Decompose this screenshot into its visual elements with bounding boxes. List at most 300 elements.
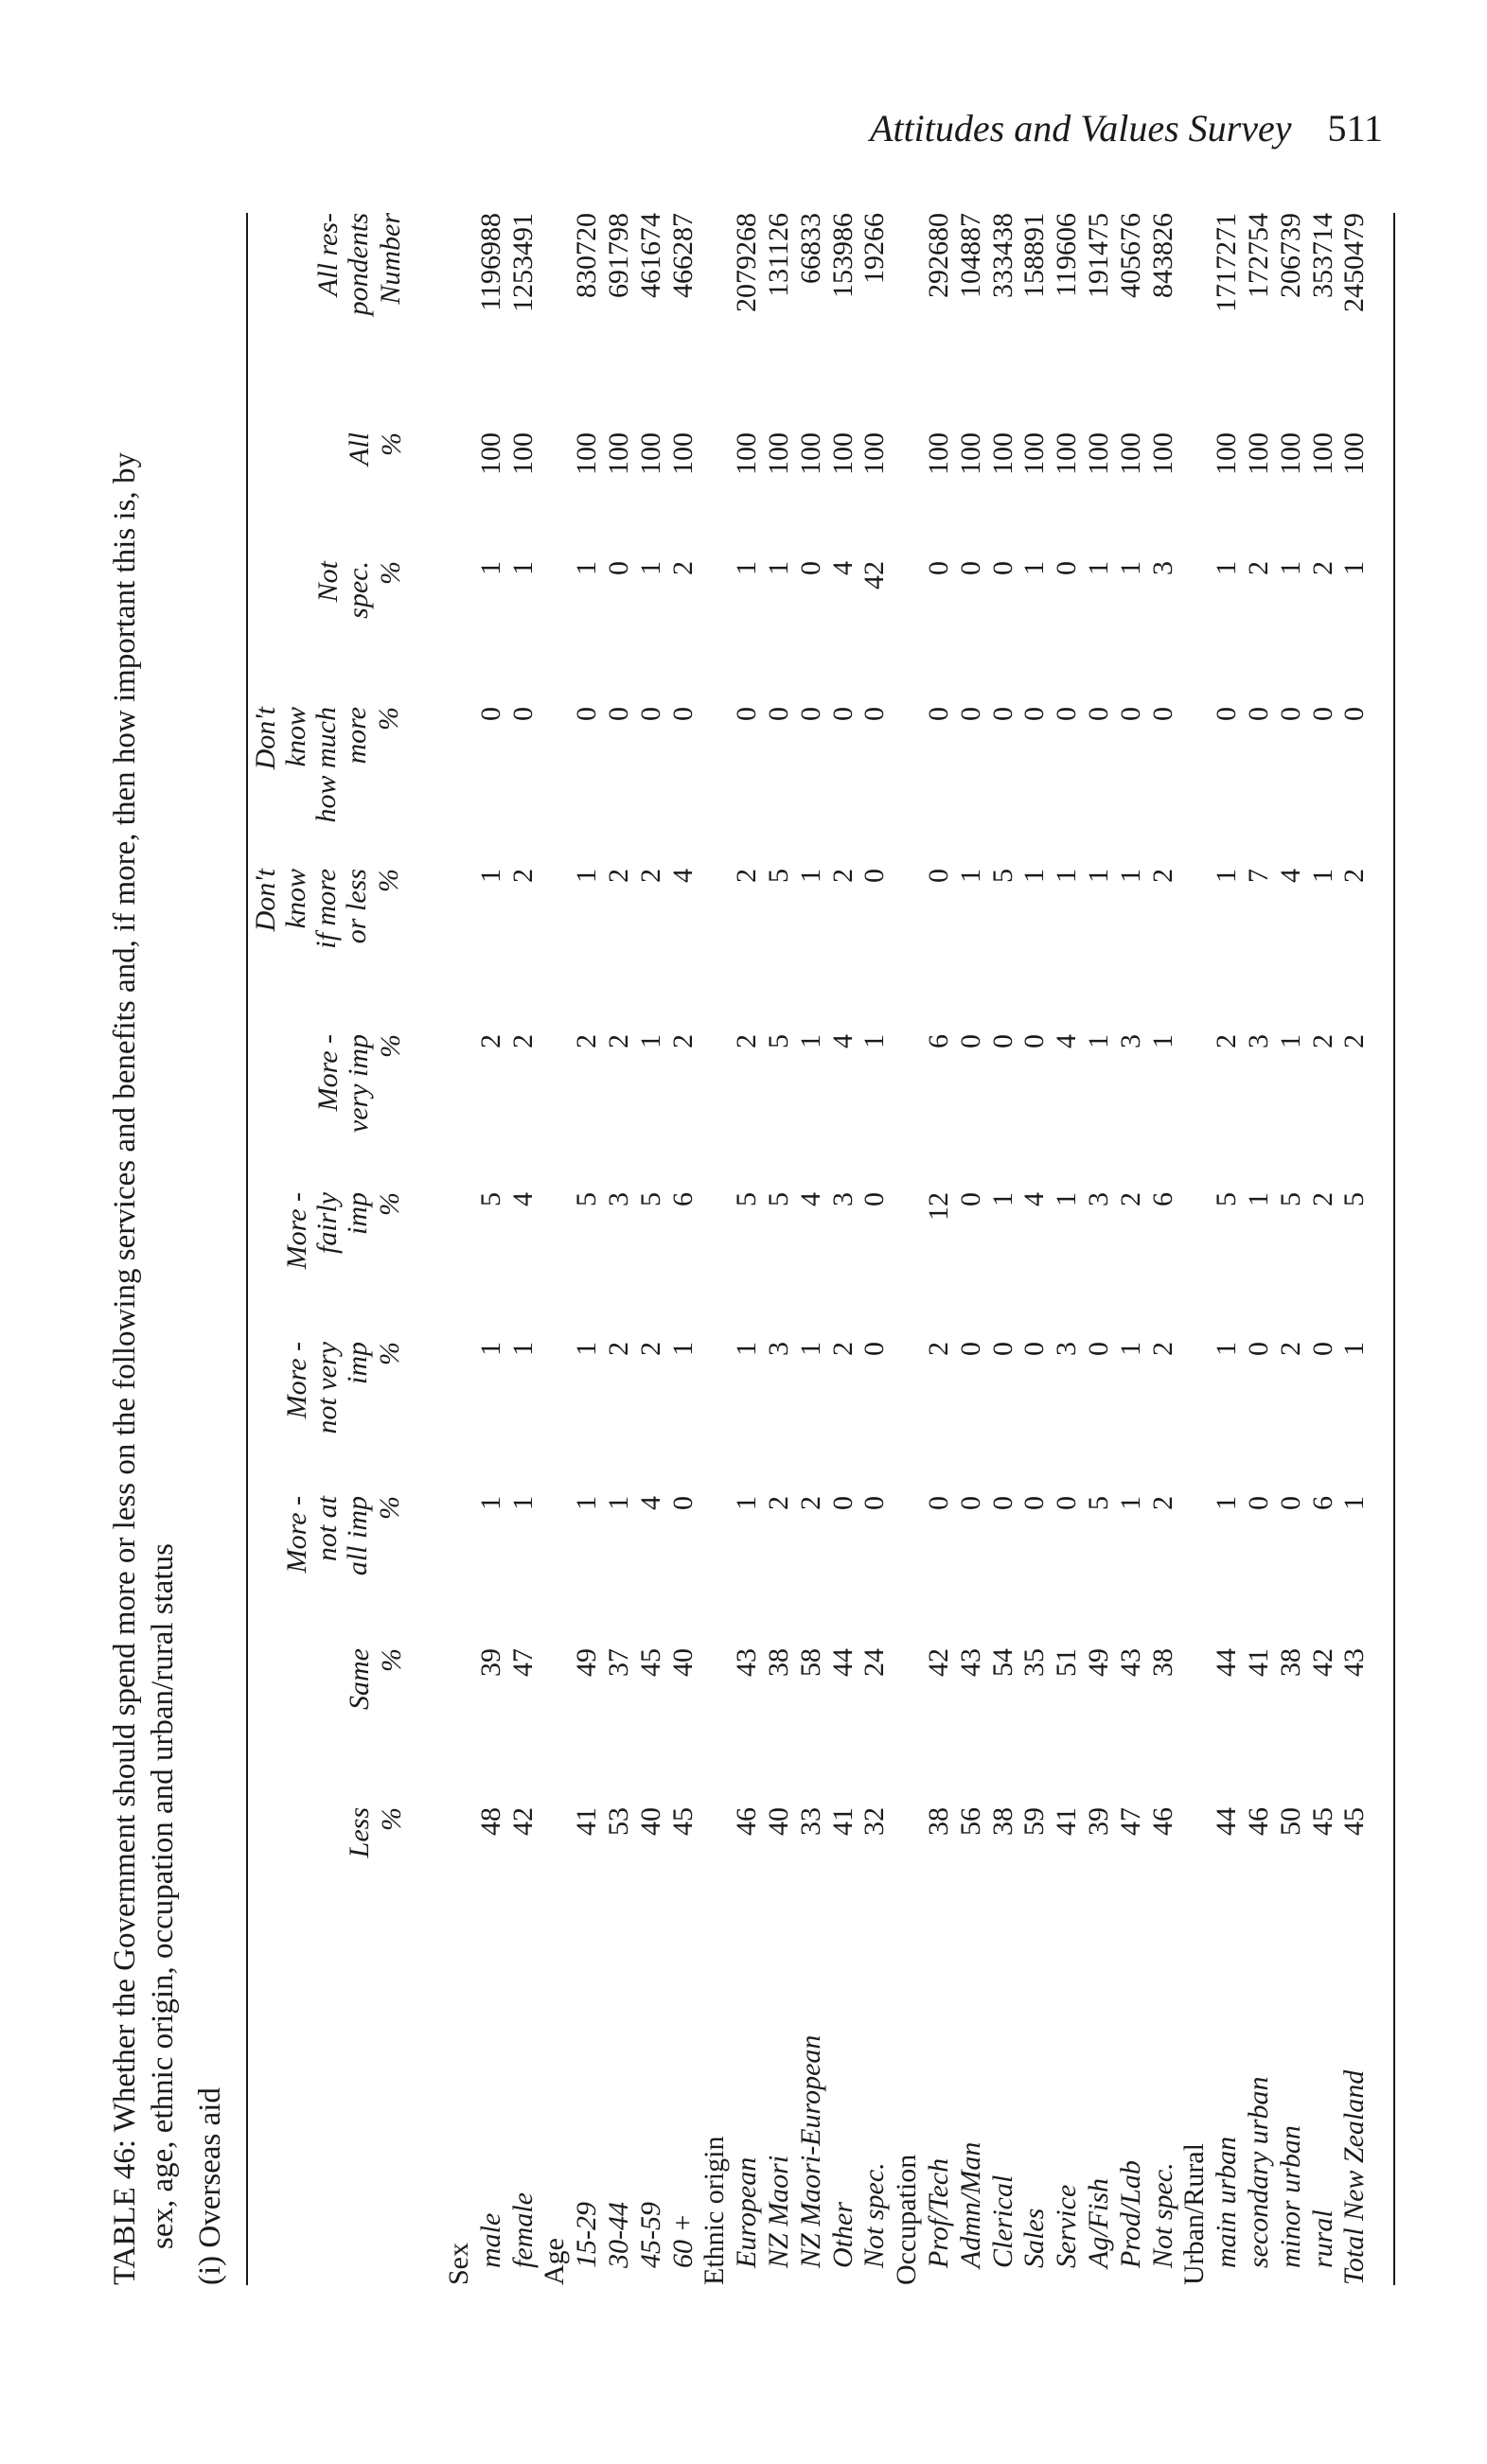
table-cell: 0 (986, 707, 1018, 721)
table-cell: 1 (474, 869, 506, 883)
table-cell: 5 (1274, 1192, 1306, 1206)
table-cell: 3 (1051, 1342, 1083, 1356)
table-cell: 56 (954, 1807, 986, 1836)
table-cell: 5 (571, 1192, 603, 1206)
table-cell: 100 (634, 432, 666, 475)
table-cell: 1 (571, 869, 603, 883)
table-cell: 5 (763, 1192, 794, 1206)
column-header-line: fairly (311, 1192, 343, 1254)
rotated-table (106, 213, 1393, 2285)
row-label: Admn/Man (954, 2141, 986, 2268)
table-cell: 0 (859, 1342, 891, 1356)
table-cell: 100 (1114, 432, 1146, 475)
table-cell: 0 (954, 1192, 986, 1206)
table-cell: 7 (1243, 869, 1274, 883)
column-header-line: More - (281, 1496, 312, 1574)
table-cell: 0 (1083, 1342, 1114, 1356)
table-cell: 47 (506, 1648, 539, 1677)
table-cell: 0 (826, 707, 859, 721)
table-cell: 0 (1274, 1496, 1306, 1510)
table-cell: 45 (634, 1648, 666, 1677)
table-cell: 100 (986, 432, 1018, 475)
column-header-line: if more (310, 869, 342, 949)
table-cell: 45 (1306, 1807, 1338, 1836)
table-cell: 0 (1243, 1496, 1274, 1510)
table-cell: 5 (763, 869, 794, 883)
column-header-line: or less (341, 869, 372, 944)
table-cell: 158891 (1018, 213, 1051, 298)
column-header-unit: % (376, 432, 407, 456)
table-cell: 1 (571, 1342, 603, 1356)
table-cell: 1 (1338, 1496, 1371, 1510)
table-cell: 100 (1051, 432, 1083, 475)
table-cell: 0 (571, 707, 603, 721)
column-header (345, 432, 407, 466)
table-cell: 2 (826, 1342, 859, 1356)
table-cell: 41 (571, 1807, 603, 1836)
table-cell: 54 (986, 1648, 1018, 1677)
table-cell: 405676 (1114, 213, 1146, 298)
column-header-line: pondents (343, 213, 374, 316)
table-cell: 0 (923, 1496, 954, 1510)
row-label: European (731, 2156, 763, 2268)
table-cell: 100 (1338, 432, 1371, 475)
table-cell: 6 (923, 1034, 954, 1048)
table-cell: 5 (1211, 1192, 1243, 1206)
table-cell: 4 (794, 1192, 826, 1206)
table-cell: 0 (1018, 1496, 1051, 1510)
table-cell: 6 (666, 1192, 699, 1206)
table-cell: 1717271 (1211, 213, 1243, 312)
table-cell: 2 (1306, 1034, 1338, 1048)
table-cell: 1 (474, 561, 506, 575)
running-head-title: Attitudes and Values Survey (870, 107, 1292, 150)
column-header-line: More - (281, 1192, 312, 1270)
bottom-rule (1393, 213, 1395, 2285)
row-label: Not spec. (859, 2162, 891, 2268)
table-cell: 39 (1083, 1807, 1114, 1836)
table-cell: 100 (954, 432, 986, 475)
column-header (313, 1034, 406, 1133)
column-header-unit: % (375, 561, 406, 585)
column-header-unit: % (373, 707, 404, 730)
table-cell: 100 (1018, 432, 1051, 475)
row-group-label: Age (539, 2238, 571, 2285)
table-cell: 0 (1114, 707, 1146, 721)
table-cell: 2 (1146, 869, 1178, 883)
table-cell: 104887 (954, 213, 986, 298)
table-cell: 3 (1243, 1034, 1274, 1048)
table-cell: 40 (763, 1807, 794, 1836)
table-cell: 0 (986, 1034, 1018, 1048)
column-header-line: not at (311, 1496, 343, 1562)
table-cell: 1 (1083, 561, 1114, 575)
table-cell: 2 (1146, 1496, 1178, 1510)
table-cell: 0 (1018, 1342, 1051, 1356)
running-head (870, 106, 1383, 150)
table-cell: 0 (1146, 707, 1178, 721)
table-cell: 41 (826, 1807, 859, 1836)
table-cell: 0 (954, 1496, 986, 1510)
table-cell: 1 (1051, 1192, 1083, 1206)
column-header-unit: % (376, 1807, 407, 1831)
row-label: Prod/Lab (1114, 2160, 1146, 2268)
column-header-line: imp (342, 1342, 373, 1384)
column-header-line: Don't (250, 869, 281, 932)
table-cell: 2 (1306, 561, 1338, 575)
row-label: NZ Maori-European (794, 2034, 826, 2268)
table-cell: 0 (826, 1496, 859, 1510)
table-cell: 43 (1114, 1648, 1146, 1677)
table-cell: 42 (923, 1648, 954, 1677)
table-cell: 38 (986, 1807, 1018, 1836)
table-cell: 0 (923, 707, 954, 721)
table-cell: 0 (859, 1496, 891, 1510)
row-label: 30-44 (603, 2202, 634, 2268)
row-group-label: Ethnic origin (699, 2136, 731, 2285)
table-cell: 4 (1274, 869, 1306, 883)
table-cell: 40 (666, 1648, 699, 1677)
table-cell: 42 (1306, 1648, 1338, 1677)
table-cell: 0 (859, 707, 891, 721)
table-cell: 0 (794, 561, 826, 575)
table-cell: 0 (634, 707, 666, 721)
table-cell: 0 (1083, 707, 1114, 721)
table-cell: 292680 (923, 213, 954, 298)
table-cell: 206739 (1274, 213, 1306, 298)
table-cell: 2 (1274, 1342, 1306, 1356)
table-cell: 119606 (1051, 213, 1083, 297)
table-cell: 3 (603, 1192, 634, 1206)
table-cell: 1 (794, 869, 826, 883)
table-cell: 19266 (859, 213, 891, 284)
table-cell: 691798 (603, 213, 634, 298)
column-header-line: All (344, 432, 375, 466)
table-cell: 42 (506, 1807, 539, 1836)
table-cell: 1 (1083, 869, 1114, 883)
table-cell: 1 (474, 1342, 506, 1356)
table-cell: 5 (763, 1034, 794, 1048)
table-cell: 38 (1274, 1648, 1306, 1677)
table-cell: 1 (603, 1496, 634, 1510)
table-cell: 2 (923, 1342, 954, 1356)
column-header-line: Less (344, 1807, 375, 1858)
table-cell: 0 (1051, 1496, 1083, 1510)
row-label: main urban (1211, 2136, 1243, 2268)
column-header (282, 1342, 405, 1434)
table-cell: 1 (794, 1342, 826, 1356)
table-cell: 1 (666, 1342, 699, 1356)
table-cell: 1 (794, 1034, 826, 1048)
table-cell: 3 (1146, 561, 1178, 575)
table-cell: 0 (954, 1034, 986, 1048)
column-header (282, 1192, 405, 1269)
table-cell: 0 (1211, 707, 1243, 721)
table-cell: 5 (1338, 1192, 1371, 1206)
table-cell: 40 (634, 1807, 666, 1836)
table-cell: 0 (1018, 1034, 1051, 1048)
row-label: Service (1051, 2184, 1083, 2268)
row-group-label: Urban/Rural (1178, 2143, 1211, 2285)
column-header (345, 1807, 407, 1857)
table-cell: 24 (859, 1648, 891, 1677)
table-cell: 0 (1018, 707, 1051, 721)
table-cell: 2 (666, 561, 699, 575)
table-cell: 191475 (1083, 213, 1114, 298)
table-cell: 0 (859, 1192, 891, 1206)
table-cell: 6 (1146, 1192, 1178, 1206)
table-cell: 5 (1083, 1496, 1114, 1510)
column-header-line: more (341, 707, 372, 765)
table-cell: 1 (634, 561, 666, 575)
table-cell: 100 (859, 432, 891, 475)
page-number: 511 (1327, 107, 1383, 150)
table-cell: 0 (923, 561, 954, 575)
column-header-unit: % (376, 1648, 407, 1672)
table-cell: 49 (571, 1648, 603, 1677)
table-cell: 2 (634, 1342, 666, 1356)
table-cell: 153986 (826, 213, 859, 298)
table-cell: 5 (634, 1192, 666, 1206)
table-cell: 46 (731, 1807, 763, 1836)
table-cell: 46 (1243, 1807, 1274, 1836)
table-cell: 1 (1146, 1034, 1178, 1048)
column-header-unit: % (374, 1342, 405, 1365)
table-cell: 466287 (666, 213, 699, 298)
table-cell: 1 (506, 1496, 539, 1510)
table-cell: 4 (634, 1496, 666, 1510)
table-cell: 0 (1338, 707, 1371, 721)
table-cell: 4 (506, 1192, 539, 1206)
table-cell: 100 (794, 432, 826, 475)
table-cell: 43 (954, 1648, 986, 1677)
table-cell: 131126 (763, 213, 794, 297)
table-cell: 47 (1114, 1807, 1146, 1836)
table-cell: 0 (986, 1342, 1018, 1356)
table-cell: 2 (1338, 869, 1371, 883)
table-cell: 2 (826, 869, 859, 883)
row-group-label: Sex (443, 2243, 474, 2285)
table-cell: 49 (1083, 1648, 1114, 1677)
table-cell: 37 (603, 1648, 634, 1677)
table-cell: 3 (826, 1192, 859, 1206)
table-cell: 32 (859, 1807, 891, 1836)
table-cell: 1 (506, 561, 539, 575)
row-label: NZ Maori (763, 2155, 794, 2268)
table-caption (106, 213, 182, 2285)
row-label: secondary urban (1243, 2076, 1274, 2268)
table-cell: 843826 (1146, 213, 1178, 298)
table-cell: 1 (1338, 561, 1371, 575)
table-cell: 1 (731, 1342, 763, 1356)
table-cell: 0 (1051, 561, 1083, 575)
row-label: 60 + (666, 2213, 699, 2268)
table-cell: 333438 (986, 213, 1018, 298)
table-cell: 0 (603, 707, 634, 721)
table-cell: 1 (474, 1496, 506, 1510)
table-cell: 1196988 (474, 213, 506, 311)
table-cell: 1 (986, 1192, 1018, 1206)
table-cell: 0 (1306, 707, 1338, 721)
column-header (251, 869, 404, 949)
table-cell: 5 (731, 1192, 763, 1206)
table-cell: 1 (571, 561, 603, 575)
table-cell: 1 (731, 561, 763, 575)
row-label: 45-59 (634, 2202, 666, 2268)
table-cell: 461674 (634, 213, 666, 298)
table-cell: 1 (1211, 561, 1243, 575)
table-cell: 1 (571, 1496, 603, 1510)
table-cell: 38 (1146, 1648, 1178, 1677)
table-cell: 5 (474, 1192, 506, 1206)
table-cell: 6 (1306, 1496, 1338, 1510)
column-header-unit: % (373, 869, 404, 892)
table-cell: 1 (1114, 1496, 1146, 1510)
table-cell: 100 (506, 432, 539, 475)
column-header (313, 213, 406, 315)
column-header-unit: % (374, 1496, 405, 1520)
table-cell: 1 (1114, 869, 1146, 883)
row-label: female (506, 2192, 539, 2268)
column-header-unit: Number (375, 213, 406, 305)
table-cell: 2 (1338, 1034, 1371, 1048)
table-cell: 0 (954, 561, 986, 575)
table-cell: 2 (634, 869, 666, 883)
table-cell: 830720 (571, 213, 603, 298)
table-cell: 2 (794, 1496, 826, 1510)
column-header-line: very imp (343, 1034, 374, 1134)
table-cell: 2 (1114, 1192, 1146, 1206)
table-cell: 100 (731, 432, 763, 475)
table-cell: 0 (986, 561, 1018, 575)
top-rule (246, 213, 248, 2285)
column-header-line: Don't (250, 707, 281, 770)
table-cell: 58 (794, 1648, 826, 1677)
table-cell: 46 (1146, 1807, 1178, 1836)
table-cell: 0 (603, 561, 634, 575)
table-cell: 44 (826, 1648, 859, 1677)
table-cell: 0 (954, 1342, 986, 1356)
table-cell: 100 (571, 432, 603, 475)
table-cell: 44 (1211, 1807, 1243, 1836)
table-cell: 12 (923, 1192, 954, 1221)
table-cell: 2 (474, 1034, 506, 1048)
column-header-line: spec. (343, 561, 374, 619)
table-cell: 51 (1051, 1648, 1083, 1677)
row-label: Prof/Tech (923, 2157, 954, 2268)
table-cell: 4 (666, 869, 699, 883)
row-label: Ag/Fish (1083, 2178, 1114, 2268)
table-cell: 0 (986, 1496, 1018, 1510)
table-cell: 0 (1051, 707, 1083, 721)
row-label: 15-29 (571, 2202, 603, 2268)
table-cell: 0 (1243, 1342, 1274, 1356)
table-cell: 2 (603, 1342, 634, 1356)
table-cell: 2 (666, 1034, 699, 1048)
table-cell: 0 (794, 707, 826, 721)
table-cell: 2450479 (1338, 213, 1371, 312)
column-header-line: All res- (312, 213, 344, 297)
table-cell: 33 (794, 1807, 826, 1836)
column-header-line: know (280, 869, 311, 929)
table-cell: 100 (666, 432, 699, 475)
table-cell: 100 (603, 432, 634, 475)
column-header-line: all imp (342, 1496, 373, 1576)
table-cell: 100 (826, 432, 859, 475)
table-cell: 2 (506, 1034, 539, 1048)
table-cell: 43 (731, 1648, 763, 1677)
table-cell: 4 (826, 1034, 859, 1048)
table-cell: 48 (474, 1807, 506, 1836)
table-cell: 4 (826, 561, 859, 575)
row-label: Not spec. (1146, 2162, 1178, 2268)
table-cell: 2 (603, 1034, 634, 1048)
row-label: Other (826, 2202, 859, 2268)
table-subtitle: (i) Overseas aid (193, 2087, 227, 2285)
table-cell: 1 (1274, 561, 1306, 575)
table-cell: 41 (1243, 1648, 1274, 1677)
table-cell: 44 (1211, 1648, 1243, 1677)
table-cell: 2 (1211, 1034, 1243, 1048)
row-label: Sales (1018, 2208, 1051, 2268)
table-cell: 1 (1211, 869, 1243, 883)
table-cell: 0 (666, 707, 699, 721)
column-header-line: know (280, 707, 311, 767)
table-cell: 2 (1146, 1342, 1178, 1356)
column-header-line: imp (342, 1192, 373, 1235)
caption-line-1: TABLE 46: Whether the Government should spend more or less on the following services and benefits and, if more, then how important this is, by (108, 452, 142, 2285)
table-cell: 1 (1018, 561, 1051, 575)
table-cell: 41 (1051, 1807, 1083, 1836)
table-cell: 0 (859, 869, 891, 883)
table-cell: 45 (1338, 1807, 1371, 1836)
table-cell: 100 (1274, 432, 1306, 475)
column-header (313, 561, 406, 619)
table-cell: 0 (506, 707, 539, 721)
total-row-label: Total New Zealand (1338, 2069, 1371, 2285)
table-cell: 0 (474, 707, 506, 721)
table-cell: 1253491 (506, 213, 539, 312)
table-cell: 0 (954, 707, 986, 721)
table-cell: 100 (1306, 432, 1338, 475)
table-cell: 5 (986, 869, 1018, 883)
table-cell: 43 (1338, 1648, 1371, 1677)
table-cell: 3 (1114, 1034, 1146, 1048)
table-cell: 1 (506, 1342, 539, 1356)
table-cell: 172754 (1243, 213, 1274, 298)
table-cell: 38 (923, 1807, 954, 1836)
table-cell: 39 (474, 1648, 506, 1677)
table-cell: 59 (1018, 1807, 1051, 1836)
table-cell: 1 (634, 1034, 666, 1048)
table-cell: 1 (1211, 1496, 1243, 1510)
table-cell: 45 (666, 1807, 699, 1836)
table-cell: 1 (763, 561, 794, 575)
caption-line-2: sex, age, ethnic origin, occupation and urban/rural status (146, 1543, 180, 2249)
table-cell: 2 (1243, 561, 1274, 575)
row-label: minor urban (1274, 2125, 1306, 2268)
table-cell: 3 (763, 1342, 794, 1356)
table-cell: 35 (1018, 1648, 1051, 1677)
table-cell: 1 (1274, 1034, 1306, 1048)
column-header (345, 1648, 407, 1710)
table-cell: 1 (954, 869, 986, 883)
table-cell: 100 (923, 432, 954, 475)
column-header-line: More - (281, 1342, 312, 1419)
table-cell: 1 (1211, 1342, 1243, 1356)
table-cell: 1 (1243, 1192, 1274, 1206)
table-cell: 0 (666, 1496, 699, 1510)
